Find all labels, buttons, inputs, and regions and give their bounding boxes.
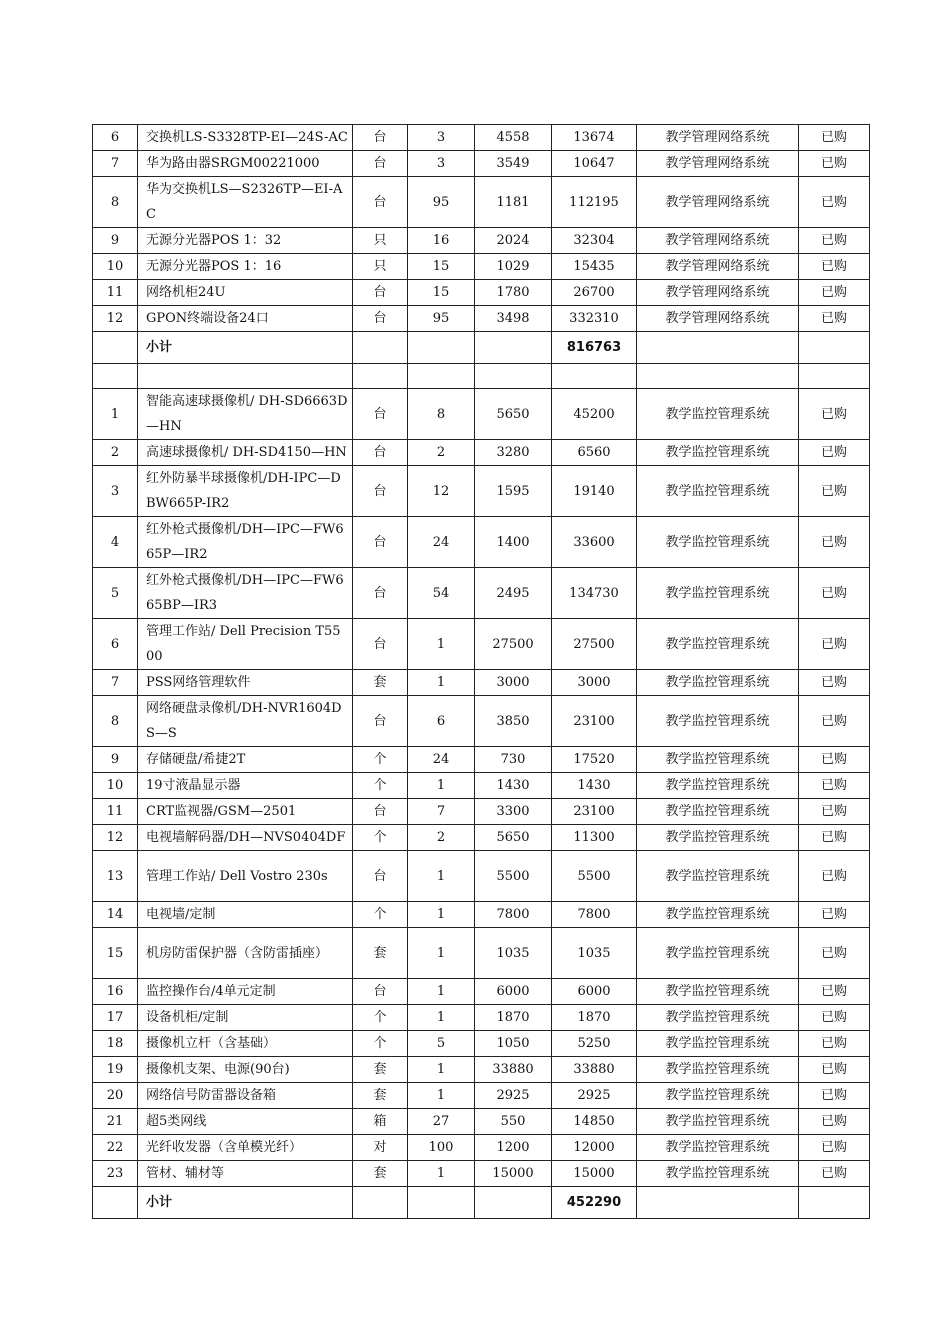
unit: 台 (353, 306, 408, 332)
table-row (93, 1135, 870, 1161)
unit: 个 (353, 1031, 408, 1057)
empty-cell (637, 364, 799, 389)
unit-price: 1870 (475, 1005, 552, 1031)
row-number: 19 (93, 1057, 138, 1083)
unit: 对 (353, 1135, 408, 1161)
quantity: 1 (408, 1057, 475, 1083)
table-row (93, 979, 870, 1005)
row-number: 21 (93, 1109, 138, 1135)
unit: 个 (353, 825, 408, 851)
item-name: CRT监视器/GSM—2501 (138, 799, 353, 825)
quantity: 24 (408, 747, 475, 773)
empty-cell (138, 364, 353, 389)
purchase-status: 已购 (799, 151, 870, 177)
purchase-status: 已购 (799, 177, 870, 228)
system-name: 教学监控管理系统 (637, 517, 799, 568)
unit-price: 2925 (475, 1083, 552, 1109)
purchase-status: 已购 (799, 696, 870, 747)
row-number: 9 (93, 228, 138, 254)
quantity: 1 (408, 619, 475, 670)
system-name: 教学监控管理系统 (637, 1031, 799, 1057)
row-number: 14 (93, 902, 138, 928)
item-name: 红外枪式摄像机/DH—IPC—FW665P—IR2 (138, 517, 353, 568)
row-number: 7 (93, 151, 138, 177)
blank-row (93, 364, 870, 389)
quantity: 7 (408, 799, 475, 825)
item-name: 电视墙/定制 (138, 902, 353, 928)
quantity: 1 (408, 851, 475, 902)
unit: 只 (353, 254, 408, 280)
purchase-status: 已购 (799, 306, 870, 332)
subtotal-row (93, 332, 870, 364)
system-name: 教学管理网络系统 (637, 228, 799, 254)
row-number: 18 (93, 1031, 138, 1057)
quantity: 15 (408, 280, 475, 306)
table-row (93, 151, 870, 177)
amount: 12000 (552, 1135, 637, 1161)
unit-price: 1181 (475, 177, 552, 228)
item-name: 红外枪式摄像机/DH—IPC—FW665BP—IR3 (138, 568, 353, 619)
empty-cell (475, 332, 552, 364)
row-number: 8 (93, 177, 138, 228)
table-row (93, 280, 870, 306)
unit: 套 (353, 670, 408, 696)
item-name: 华为路由器SRGM00221000 (138, 151, 353, 177)
table-row (93, 440, 870, 466)
purchase-status: 已购 (799, 1031, 870, 1057)
empty-cell (408, 1187, 475, 1219)
unit-price: 1029 (475, 254, 552, 280)
item-name: 红外防暴半球摄像机/DH-IPC—DBW665P-IR2 (138, 466, 353, 517)
row-number: 5 (93, 568, 138, 619)
table-row (93, 228, 870, 254)
unit-price: 1035 (475, 928, 552, 979)
row-number: 6 (93, 619, 138, 670)
amount: 5250 (552, 1031, 637, 1057)
purchase-status: 已购 (799, 979, 870, 1005)
quantity: 8 (408, 389, 475, 440)
table-row (93, 125, 870, 151)
purchase-status: 已购 (799, 440, 870, 466)
purchase-status: 已购 (799, 280, 870, 306)
subtotal-row (93, 1187, 870, 1219)
empty-cell (93, 364, 138, 389)
purchase-status: 已购 (799, 466, 870, 517)
system-name: 教学监控管理系统 (637, 568, 799, 619)
purchase-status: 已购 (799, 670, 870, 696)
quantity: 15 (408, 254, 475, 280)
unit-price: 27500 (475, 619, 552, 670)
item-name: 存储硬盘/希捷2T (138, 747, 353, 773)
unit: 台 (353, 151, 408, 177)
quantity: 100 (408, 1135, 475, 1161)
row-number: 7 (93, 670, 138, 696)
amount: 17520 (552, 747, 637, 773)
row-number: 23 (93, 1161, 138, 1187)
empty-cell (552, 364, 637, 389)
row-number: 17 (93, 1005, 138, 1031)
unit-price: 4558 (475, 125, 552, 151)
system-name: 教学监控管理系统 (637, 902, 799, 928)
table-row (93, 517, 870, 568)
row-number: 12 (93, 825, 138, 851)
unit-price: 5650 (475, 389, 552, 440)
purchase-status: 已购 (799, 1109, 870, 1135)
system-name: 教学监控管理系统 (637, 773, 799, 799)
table-row (93, 696, 870, 747)
purchase-status: 已购 (799, 825, 870, 851)
row-number: 6 (93, 125, 138, 151)
table-row (93, 1083, 870, 1109)
unit-price: 1200 (475, 1135, 552, 1161)
unit: 个 (353, 1005, 408, 1031)
purchase-status: 已购 (799, 928, 870, 979)
system-name: 教学监控管理系统 (637, 747, 799, 773)
empty-cell (637, 332, 799, 364)
system-name: 教学管理网络系统 (637, 177, 799, 228)
table-row (93, 466, 870, 517)
quantity: 1 (408, 1005, 475, 1031)
table-row (93, 825, 870, 851)
system-name: 教学监控管理系统 (637, 389, 799, 440)
unit-price: 3498 (475, 306, 552, 332)
quantity: 1 (408, 773, 475, 799)
system-name: 教学监控管理系统 (637, 799, 799, 825)
amount: 15435 (552, 254, 637, 280)
unit: 台 (353, 696, 408, 747)
item-name: 高速球摄像机/ DH-SD4150—HN (138, 440, 353, 466)
quantity: 95 (408, 306, 475, 332)
empty-cell (353, 332, 408, 364)
empty-cell (475, 364, 552, 389)
table-row (93, 1031, 870, 1057)
table-row (93, 306, 870, 332)
unit-price: 6000 (475, 979, 552, 1005)
row-number: 9 (93, 747, 138, 773)
system-name: 教学监控管理系统 (637, 1005, 799, 1031)
amount: 3000 (552, 670, 637, 696)
empty-cell (93, 332, 138, 364)
item-name: 摄像机立杆（含基础） (138, 1031, 353, 1057)
empty-cell (353, 364, 408, 389)
system-name: 教学监控管理系统 (637, 928, 799, 979)
purchase-status: 已购 (799, 799, 870, 825)
amount: 2925 (552, 1083, 637, 1109)
amount: 14850 (552, 1109, 637, 1135)
amount: 7800 (552, 902, 637, 928)
unit: 个 (353, 773, 408, 799)
amount: 6000 (552, 979, 637, 1005)
item-name: 网络硬盘录像机/DH-NVR1604DS—S (138, 696, 353, 747)
table-row (93, 1057, 870, 1083)
subtotal-label: 小计 (138, 1187, 353, 1219)
unit-price: 33880 (475, 1057, 552, 1083)
table-row (93, 389, 870, 440)
quantity: 3 (408, 125, 475, 151)
table-row (93, 928, 870, 979)
subtotal-label: 小计 (138, 332, 353, 364)
quantity: 24 (408, 517, 475, 568)
amount: 11300 (552, 825, 637, 851)
system-name: 教学监控管理系统 (637, 1161, 799, 1187)
system-name: 教学监控管理系统 (637, 1057, 799, 1083)
purchase-status: 已购 (799, 568, 870, 619)
quantity: 2 (408, 825, 475, 851)
unit: 台 (353, 125, 408, 151)
table-row (93, 177, 870, 228)
row-number: 10 (93, 254, 138, 280)
unit-price: 1780 (475, 280, 552, 306)
system-name: 教学管理网络系统 (637, 125, 799, 151)
quantity: 16 (408, 228, 475, 254)
system-name: 教学管理网络系统 (637, 151, 799, 177)
unit: 台 (353, 389, 408, 440)
amount: 32304 (552, 228, 637, 254)
amount: 45200 (552, 389, 637, 440)
item-name: 摄像机支架、电源(90台) (138, 1057, 353, 1083)
unit: 台 (353, 280, 408, 306)
empty-cell (637, 1187, 799, 1219)
purchase-status: 已购 (799, 254, 870, 280)
item-name: 电视墙解码器/DH—NVS0404DF (138, 825, 353, 851)
unit: 台 (353, 517, 408, 568)
item-name: GPON终端设备24口 (138, 306, 353, 332)
item-name: 超5类网线 (138, 1109, 353, 1135)
table-row (93, 619, 870, 670)
amount: 23100 (552, 696, 637, 747)
quantity: 5 (408, 1031, 475, 1057)
unit: 个 (353, 902, 408, 928)
system-name: 教学监控管理系统 (637, 696, 799, 747)
amount: 332310 (552, 306, 637, 332)
table-row (93, 902, 870, 928)
amount: 13674 (552, 125, 637, 151)
unit: 个 (353, 747, 408, 773)
empty-cell (93, 1187, 138, 1219)
unit: 套 (353, 928, 408, 979)
item-name: 光纤收发器（含单模光纤） (138, 1135, 353, 1161)
amount: 6560 (552, 440, 637, 466)
item-name: 监控操作台/4单元定制 (138, 979, 353, 1005)
row-number: 20 (93, 1083, 138, 1109)
table-row (93, 254, 870, 280)
quantity: 1 (408, 902, 475, 928)
unit: 只 (353, 228, 408, 254)
purchase-status: 已购 (799, 851, 870, 902)
item-name: 网络机柜24U (138, 280, 353, 306)
table-row (93, 747, 870, 773)
system-name: 教学监控管理系统 (637, 851, 799, 902)
amount: 1035 (552, 928, 637, 979)
amount: 33600 (552, 517, 637, 568)
system-name: 教学管理网络系统 (637, 254, 799, 280)
system-name: 教学监控管理系统 (637, 825, 799, 851)
quantity: 1 (408, 979, 475, 1005)
unit: 台 (353, 466, 408, 517)
item-name: 无源分光器POS 1：32 (138, 228, 353, 254)
unit-price: 7800 (475, 902, 552, 928)
purchase-status: 已购 (799, 1083, 870, 1109)
system-name: 教学监控管理系统 (637, 440, 799, 466)
table-row (93, 1005, 870, 1031)
unit-price: 730 (475, 747, 552, 773)
purchase-status: 已购 (799, 619, 870, 670)
item-name: 网络信号防雷器设备箱 (138, 1083, 353, 1109)
table-row (93, 568, 870, 619)
row-number: 4 (93, 517, 138, 568)
system-name: 教学监控管理系统 (637, 1135, 799, 1161)
quantity: 12 (408, 466, 475, 517)
row-number: 1 (93, 389, 138, 440)
empty-cell (408, 364, 475, 389)
unit-price: 2024 (475, 228, 552, 254)
unit-price: 1430 (475, 773, 552, 799)
unit: 套 (353, 1057, 408, 1083)
unit: 台 (353, 851, 408, 902)
quantity: 95 (408, 177, 475, 228)
empty-cell (353, 1187, 408, 1219)
row-number: 11 (93, 799, 138, 825)
quantity: 1 (408, 1083, 475, 1109)
unit: 套 (353, 1161, 408, 1187)
purchase-status: 已购 (799, 902, 870, 928)
amount: 15000 (552, 1161, 637, 1187)
subtotal-value: 452290 (552, 1187, 637, 1219)
unit: 套 (353, 1083, 408, 1109)
purchase-status: 已购 (799, 228, 870, 254)
row-number: 3 (93, 466, 138, 517)
unit-price: 2495 (475, 568, 552, 619)
unit-price: 1050 (475, 1031, 552, 1057)
unit-price: 3000 (475, 670, 552, 696)
quantity: 1 (408, 928, 475, 979)
row-number: 15 (93, 928, 138, 979)
empty-cell (799, 364, 870, 389)
quantity: 27 (408, 1109, 475, 1135)
item-name: 管理工作站/ Dell Precision T5500 (138, 619, 353, 670)
unit: 台 (353, 177, 408, 228)
system-name: 教学监控管理系统 (637, 979, 799, 1005)
table-row (93, 1109, 870, 1135)
unit-price: 3549 (475, 151, 552, 177)
amount: 27500 (552, 619, 637, 670)
amount: 1870 (552, 1005, 637, 1031)
unit: 台 (353, 568, 408, 619)
row-number: 22 (93, 1135, 138, 1161)
system-name: 教学管理网络系统 (637, 280, 799, 306)
unit: 台 (353, 979, 408, 1005)
item-name: 交换机LS-S3328TP-EI—24S-AC (138, 125, 353, 151)
unit-price: 3300 (475, 799, 552, 825)
quantity: 1 (408, 1161, 475, 1187)
purchase-status: 已购 (799, 125, 870, 151)
empty-cell (408, 332, 475, 364)
item-name: 智能高速球摄像机/ DH-SD6663D—HN (138, 389, 353, 440)
subtotal-value: 816763 (552, 332, 637, 364)
equipment-table (92, 124, 870, 1219)
row-number: 12 (93, 306, 138, 332)
amount: 26700 (552, 280, 637, 306)
amount: 1430 (552, 773, 637, 799)
amount: 19140 (552, 466, 637, 517)
unit: 台 (353, 619, 408, 670)
quantity: 1 (408, 670, 475, 696)
empty-cell (799, 1187, 870, 1219)
item-name: 无源分光器POS 1：16 (138, 254, 353, 280)
item-name: 管理工作站/ Dell Vostro 230s (138, 851, 353, 902)
unit-price: 5650 (475, 825, 552, 851)
purchase-status: 已购 (799, 389, 870, 440)
unit-price: 15000 (475, 1161, 552, 1187)
purchase-status: 已购 (799, 747, 870, 773)
table-row (93, 1161, 870, 1187)
item-name: 19寸液晶显示器 (138, 773, 353, 799)
unit-price: 1595 (475, 466, 552, 517)
amount: 134730 (552, 568, 637, 619)
empty-cell (799, 332, 870, 364)
system-name: 教学管理网络系统 (637, 306, 799, 332)
table-row (93, 851, 870, 902)
system-name: 教学监控管理系统 (637, 1083, 799, 1109)
system-name: 教学监控管理系统 (637, 670, 799, 696)
purchase-status: 已购 (799, 1161, 870, 1187)
item-name: 华为交换机LS—S2326TP—EI-AC (138, 177, 353, 228)
unit-price: 550 (475, 1109, 552, 1135)
quantity: 6 (408, 696, 475, 747)
purchase-status: 已购 (799, 517, 870, 568)
item-name: 管材、辅材等 (138, 1161, 353, 1187)
table-row (93, 773, 870, 799)
item-name: PSS网络管理软件 (138, 670, 353, 696)
table-row (93, 799, 870, 825)
amount: 33880 (552, 1057, 637, 1083)
quantity: 3 (408, 151, 475, 177)
row-number: 2 (93, 440, 138, 466)
row-number: 11 (93, 280, 138, 306)
table-row (93, 670, 870, 696)
system-name: 教学监控管理系统 (637, 466, 799, 517)
purchase-status: 已购 (799, 1135, 870, 1161)
row-number: 8 (93, 696, 138, 747)
empty-cell (475, 1187, 552, 1219)
unit: 箱 (353, 1109, 408, 1135)
system-name: 教学监控管理系统 (637, 1109, 799, 1135)
quantity: 54 (408, 568, 475, 619)
system-name: 教学监控管理系统 (637, 619, 799, 670)
unit: 台 (353, 440, 408, 466)
purchase-status: 已购 (799, 1057, 870, 1083)
unit-price: 1400 (475, 517, 552, 568)
unit-price: 3280 (475, 440, 552, 466)
row-number: 13 (93, 851, 138, 902)
amount: 23100 (552, 799, 637, 825)
unit-price: 5500 (475, 851, 552, 902)
amount: 10647 (552, 151, 637, 177)
item-name: 设备机柜/定制 (138, 1005, 353, 1031)
unit-price: 3850 (475, 696, 552, 747)
amount: 112195 (552, 177, 637, 228)
item-name: 机房防雷保护器（含防雷插座） (138, 928, 353, 979)
row-number: 16 (93, 979, 138, 1005)
row-number: 10 (93, 773, 138, 799)
quantity: 2 (408, 440, 475, 466)
amount: 5500 (552, 851, 637, 902)
unit: 台 (353, 799, 408, 825)
purchase-status: 已购 (799, 1005, 870, 1031)
purchase-status: 已购 (799, 773, 870, 799)
